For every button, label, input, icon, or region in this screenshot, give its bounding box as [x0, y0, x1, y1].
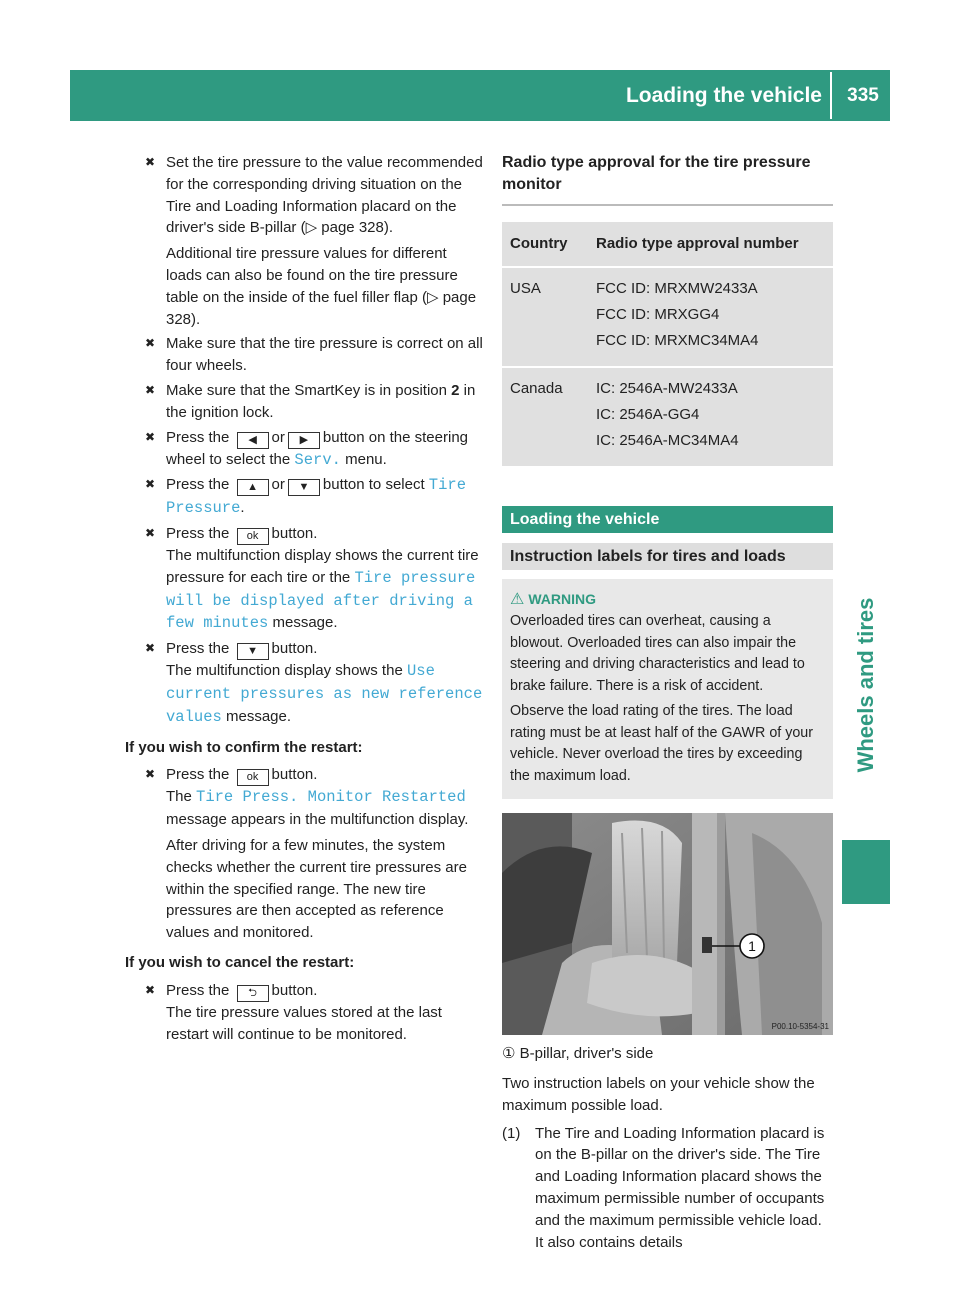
- table-cell-country: Canada: [502, 368, 588, 466]
- step-arrow-icon: ✖: [145, 982, 156, 997]
- table-cell-country: USA: [502, 268, 588, 366]
- step-select-serv: ✖ Press the ◀ or ▶ button on the steering wheel to select the Serv. menu.: [145, 428, 468, 469]
- table-header: Radio type approval number: [588, 222, 833, 266]
- step-press-down: ✖ Press the ▼ button. The multifunction display shows the Use current pressures as new reference values message.: [145, 640, 483, 726]
- right-key-icon: ▶: [288, 432, 320, 449]
- page-link[interactable]: page 328).: [321, 219, 394, 237]
- warning-box: [502, 579, 833, 800]
- warning-title: WARNING: [528, 590, 597, 607]
- display-text: Tire Press. Monitor Restarted: [196, 788, 466, 807]
- table-header: Country: [502, 222, 588, 266]
- side-tab-label: Wheels and tires: [853, 597, 878, 773]
- step-cancel-back: ✖ Press the ⮌ button. The tire pressure values stored at the last restart will continue to be monitored.: [145, 981, 442, 1043]
- step-arrow-icon: ✖: [145, 336, 156, 351]
- warning-text: Overloaded tires can overheat, causing a blowout. Overloaded tires can also impair the steering and driving characteristics and lead to brake failure. There is a risk of accident.: [510, 613, 805, 694]
- step-arrow-icon: ✖: [145, 155, 156, 169]
- side-tab-marker: [842, 840, 890, 904]
- step-arrow-icon: ✖: [145, 382, 156, 397]
- down-key-icon: ▼: [237, 643, 269, 660]
- page-number: 335: [847, 85, 879, 106]
- display-text: Use current pressures as new reference values: [166, 662, 483, 726]
- item-number: (1): [502, 1124, 521, 1142]
- step-select-tire-pressure: ✖ Press the ▲ or ▼ button to select Tire Pressure.: [145, 476, 467, 518]
- radio-approval-table: [502, 220, 833, 468]
- up-key-icon: ▲: [237, 479, 269, 496]
- callout-number: 1: [748, 938, 756, 955]
- step-arrow-icon: ✖: [145, 525, 156, 540]
- subheading-confirm: If you wish to confirm the restart:: [125, 738, 363, 756]
- table-header-row: [502, 222, 833, 266]
- table-cell-numbers: FCC ID: MRXMW2433A FCC ID: MRXGG4 FCC ID: MRXMC34MA4: [588, 268, 833, 366]
- page-link[interactable]: page 328).: [166, 288, 477, 328]
- ok-key-icon: ok: [237, 769, 269, 786]
- subheading-cancel: If you wish to cancel the restart:: [125, 953, 355, 971]
- display-text: Tire Pressure: [166, 476, 467, 518]
- numbered-item: (1) The Tire and Loading Information placard is on the B-pillar on the driver's side. The Tire and Loading Information placard shows the maximum permissible number of occupants and the maximum permissible vehicle load. It also contains details: [502, 1124, 825, 1251]
- radio-approval-heading: Radio type approval for the tire pressure monitor: [502, 152, 833, 206]
- step-arrow-icon: ✖: [145, 477, 156, 492]
- display-text: Tire pressure will be displayed after driving a few minutes: [166, 568, 476, 633]
- header-divider: [830, 72, 832, 119]
- section-title-bar: Loading the vehicle: [502, 506, 833, 533]
- table-row: [502, 268, 833, 366]
- page-ref-icon: ▷: [305, 219, 322, 237]
- step-confirm-ok: ✖ Press the ok button. The Tire Press. Monitor Restarted message appears in the multifunction display. After driving for a few minutes, the system checks whether the current tire pressures are within the specified range. The new tire pressures are then accepted as reference values and monitored.: [145, 766, 469, 942]
- body-paragraph: Two instruction labels on your vehicle show the maximum possible load.: [502, 1075, 815, 1114]
- step-set-pressure: ✖ Set the tire pressure to the value recommended for the corresponding driving situation on the Tire and Loading Information placard on the driver's side B-pillar (▷ page 328). Additional tire pressure values for different loads can also be found on the tire pressure table on the inside of the fuel filler flap (▷ page 328).: [145, 154, 483, 328]
- step-smartkey: ✖ Make sure that the SmartKey is in position 2 in the ignition lock.: [145, 381, 476, 421]
- side-tab: [842, 540, 890, 830]
- left-key-icon: ◀: [237, 432, 269, 449]
- photo-code: P00.10-5354-31: [771, 1022, 829, 1032]
- b-pillar-illustration: [502, 813, 833, 1035]
- table-cell-numbers: IC: 2546A-MW2433A IC: 2546A-GG4 IC: 2546A-MC34MA4: [588, 368, 833, 466]
- step-arrow-icon: ✖: [145, 767, 156, 782]
- ok-key-icon: ok: [237, 528, 269, 545]
- warning-triangle-icon: ⚠: [510, 590, 525, 608]
- left-column: [125, 152, 485, 1048]
- display-text: Serv.: [294, 450, 341, 469]
- step-arrow-icon: ✖: [145, 641, 156, 656]
- back-key-icon: ⮌: [237, 985, 269, 1002]
- step-arrow-icon: ✖: [145, 429, 156, 444]
- down-key-icon: ▼: [288, 479, 320, 496]
- table-row: [502, 368, 833, 466]
- warning-text: Observe the load rating of the tires. The load rating must be at least half of the GAWR of your vehicle. Never overload the tires by exceeding the maximum load.: [510, 703, 814, 784]
- page-title: Loading the vehicle: [625, 84, 822, 107]
- subsection-title-bar: Instruction labels for tires and loads: [502, 543, 833, 570]
- b-pillar-photo: [502, 813, 833, 1035]
- step-check-wheels: ✖ Make sure that the tire pressure is correct on all four wheels.: [145, 335, 483, 375]
- caption-number: ①: [502, 1045, 516, 1063]
- photo-caption: ① B-pillar, driver's side: [502, 1045, 654, 1063]
- right-column: [502, 152, 833, 1253]
- step-press-ok: ✖ Press the ok button. The multifunction display shows the current tire pressure for each tire or the Tire pressure will be displayed after driving a few minutes message.: [145, 524, 479, 633]
- page-ref-icon: ▷: [427, 288, 443, 306]
